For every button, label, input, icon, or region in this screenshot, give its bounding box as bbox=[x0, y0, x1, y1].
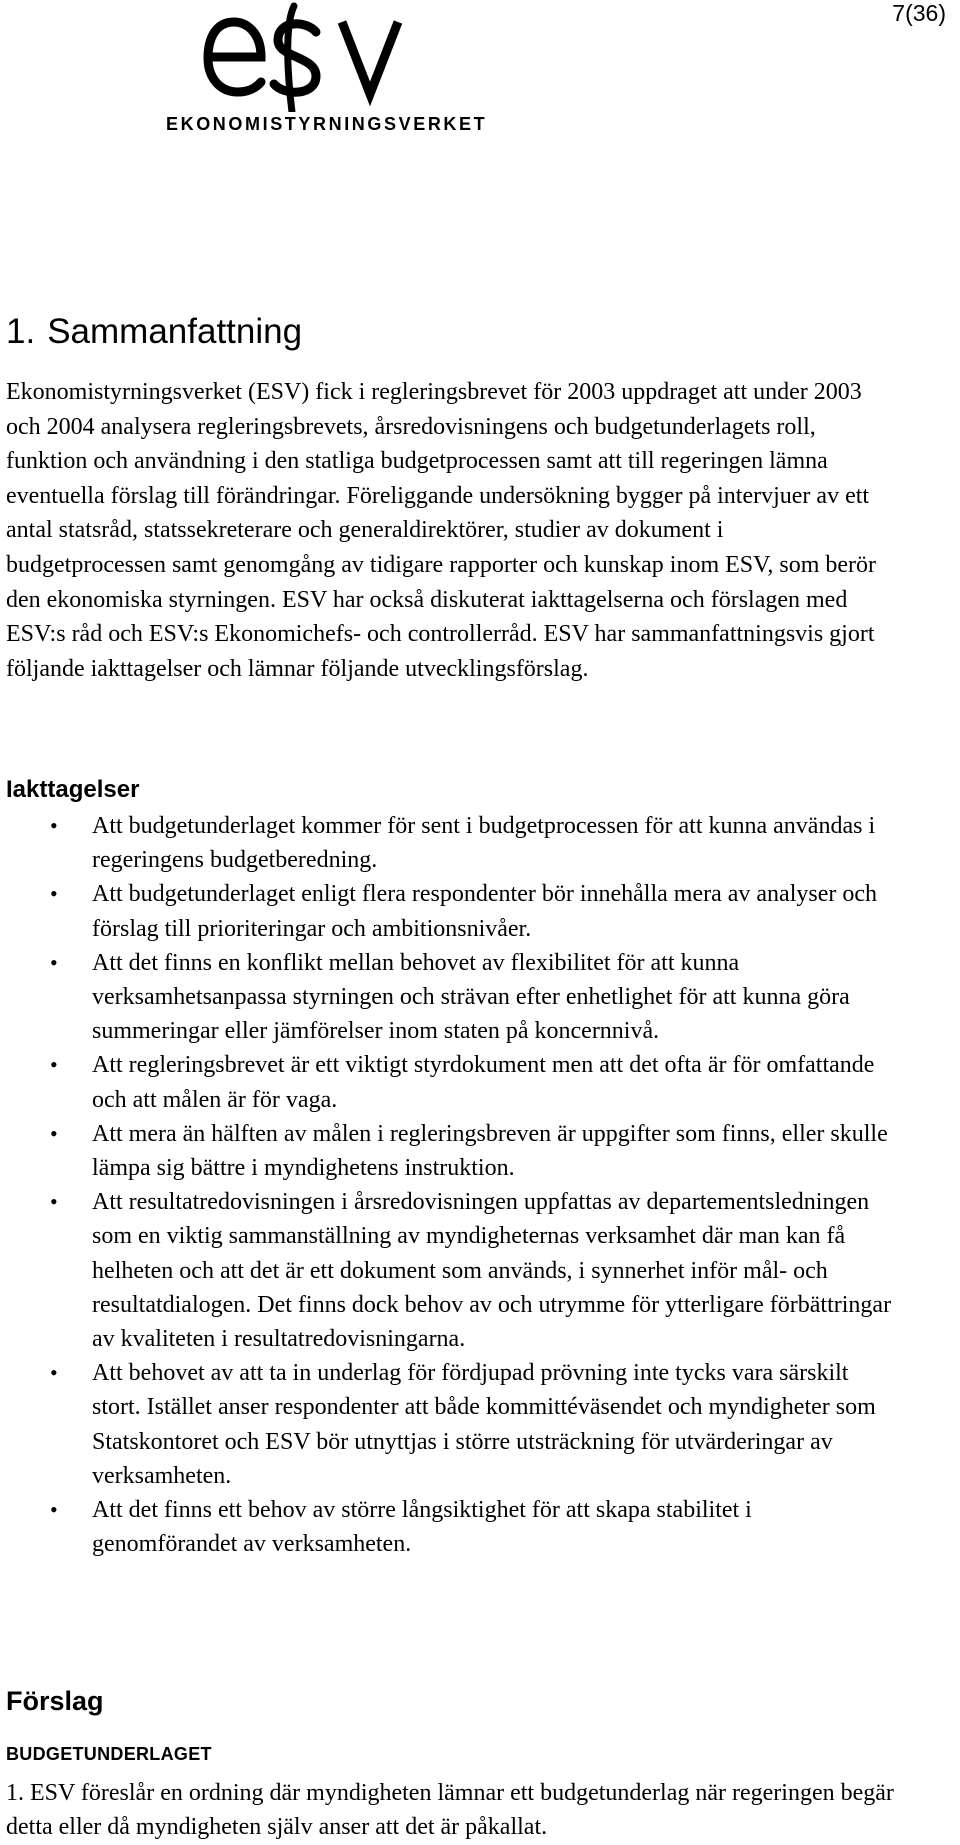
intro-paragraph: Ekonomistyrningsverket (ESV) fick i regleringsbrevet för 2003 uppdraget att under 2003 och 2004 analysera regleringsbrevets, årsredovisningens och budgetunderlagets roll, funktion och användning i den statliga budgetprocessen samt att till regeringen lämna eventuella förslag till förändringar. Föreliggande undersökning bygger på intervjuer av ett antal statsråd, statssekreterare och generaldirektörer, studier av dokument i budgetprocessen samt genomgång av tidigare rapporter och kunskap inom ESV, som berör den ekonomiska styrningen. ESV har också diskuterat iakttagelserna och förslagen med ESV:s råd och ESV:s Ekonomichefs- och controllerråd. ESV har sammanfattningsvis gjort följande iakttagelser och lämnar följande utvecklingsförslag. bbox=[6, 379, 877, 682]
list-item bbox=[6, 1117, 902, 1185]
proposals-subheading: BUDGETUNDERLAGET bbox=[6, 1744, 212, 1764]
list-item bbox=[6, 1356, 902, 1493]
list-item-text: Att budgetunderlaget enligt flera respondenter bör innehålla mera av analyser och förslag till prioriteringar och ambitionsnivåer. bbox=[92, 881, 878, 942]
list-item bbox=[6, 946, 902, 1049]
bullet-icon: • bbox=[50, 949, 58, 975]
section-title: Sammanfattning bbox=[47, 312, 303, 351]
list-item-text: Att resultatredovisningen i årsredovisningen uppfattas av departementsledningen som en viktig sammanställning av myndigheternas verksamhet där man kan få helheten och att det är ett dokument som används, i synnerhet inför mål- och resultatdialogen. Det finns dock behov av och utrymme för ytterligare förbättringar av kvaliteten i resultatredovisningarna. bbox=[92, 1189, 892, 1353]
bullet-icon: • bbox=[50, 1052, 58, 1078]
list-item-text: Att mera än hälften av målen i regleringsbreven är uppgifter som finns, eller skulle lämpa sig bättre i myndighetens instruktion. bbox=[92, 1120, 888, 1182]
list-item bbox=[6, 877, 902, 945]
proposals-heading: Förslag bbox=[6, 1686, 104, 1716]
list-item bbox=[6, 1185, 902, 1356]
list-item bbox=[6, 1048, 902, 1116]
list-item-text: Att det finns ett behov av större långsiktighet för att skapa stabilitet i genomförandet av verksamheten. bbox=[92, 1497, 752, 1558]
proposal-paragraph: 1. ESV föreslår en ordning där myndigheten lämnar ett budgetunderlag när regeringen begär detta eller då myndigheten själv anser att det är påkallat. bbox=[6, 1780, 894, 1840]
bullet-icon: • bbox=[50, 881, 58, 907]
bullet-icon: • bbox=[50, 1497, 58, 1523]
observations-list bbox=[6, 809, 906, 1561]
bullet-icon: • bbox=[50, 1120, 58, 1146]
list-item bbox=[6, 809, 902, 877]
list-item-text: Att regleringsbrevet är ett viktigt styrdokument men att det ofta är för omfattande och att målen är för vaga. bbox=[92, 1052, 875, 1113]
section-number: 1. bbox=[6, 312, 36, 351]
bullet-icon: • bbox=[50, 1360, 58, 1386]
list-item bbox=[6, 1493, 902, 1561]
section-heading bbox=[6, 312, 302, 352]
list-item-text: Att behovet av att ta in underlag för fördjupad prövning inte tycks vara särskilt stort. Istället anser respondenter att både kommittéväsendet och myndigheter som Statskontoret och ESV bör utnyttjas i större utsträckning för utvärderingar av verksamheten. bbox=[92, 1360, 876, 1489]
esv-monogram-icon bbox=[166, 2, 476, 112]
page-number: 7(36) bbox=[892, 0, 946, 26]
logo-wordmark: EKONOMISTYRNINGSVERKET bbox=[166, 114, 488, 134]
list-item-text: Att det finns en konflikt mellan behovet av flexibilitet för att kunna verksamhetsanpassa styrningen och strävan efter enhetlighet för att kunna göra summeringar eller jämförelser inom staten på koncernnivå. bbox=[92, 949, 850, 1045]
observations-heading: Iakttagelser bbox=[6, 776, 140, 803]
list-item-text: Att budgetunderlaget kommer för sent i budgetprocessen för att kunna användas i regeringens budgetberedning. bbox=[92, 813, 876, 874]
bullet-icon: • bbox=[50, 813, 58, 838]
esv-logo bbox=[166, 2, 488, 142]
bullet-icon: • bbox=[50, 1189, 58, 1215]
